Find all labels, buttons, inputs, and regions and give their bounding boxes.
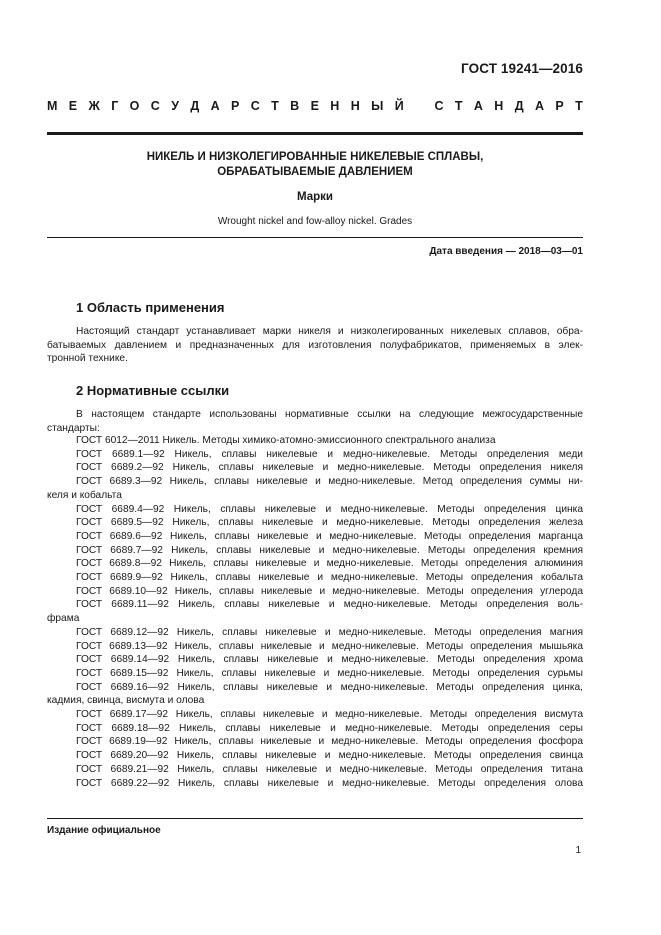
header-divider — [47, 132, 583, 135]
banner-letter: Ы — [371, 99, 384, 113]
document-subtitle: Марки — [297, 191, 333, 203]
banner-letter: О — [129, 99, 140, 113]
banner-letter: А — [210, 99, 220, 113]
paragraph-line: Настоящий стандарт устанавливает марки никеля и низколегированных никелевых сплавов, обра- — [76, 326, 583, 337]
english-title: Wrought nickel and fow-alloy nickel. Grades — [217, 216, 413, 227]
normative-references-list — [47, 434, 583, 790]
paragraph-line: В настоящем стандарте использованы нормативные ссылки на следующие межгосударственные — [76, 409, 583, 420]
reference-item: ГОСТ 6689.18—92 Никель, сплавы никелевые и медно-никелевые. Методы определения серы — [76, 722, 583, 734]
reference-item: ГОСТ 6689.10—92 Никель, сплавы никелевые и медно-никелевые. Методы определения углерода — [76, 585, 583, 597]
banner-letter: Р — [231, 99, 240, 113]
reference-item: ГОСТ 6689.22—92 Никель, сплавы никелевые и медно-никелевые. Методы определения олова — [76, 777, 583, 789]
banner-letter: Е — [68, 99, 78, 113]
banner-gap — [415, 99, 423, 113]
reference-item: ГОСТ 6689.21—92 Никель, сплавы никелевые и медно-никелевые. Методы определения титана — [76, 763, 583, 775]
paragraph-line: тронной технике. — [47, 353, 128, 365]
title-divider — [47, 237, 583, 238]
banner-letter: Г — [111, 99, 119, 113]
section-2-intro — [47, 408, 583, 435]
reference-continuation: келя и кобальта — [47, 489, 122, 501]
banner-letter: А — [534, 99, 545, 113]
section-1-heading: 1 Область применения — [76, 300, 225, 315]
banner-letter: М — [47, 99, 58, 113]
page-number: 1 — [575, 845, 581, 856]
reference-item: ГОСТ 6689.5—92 Никель, сплавы никелевые и медно-никелевые. Методы определения железа — [76, 517, 583, 529]
reference-item: ГОСТ 6689.1—92 Никель, сплавы никелевые и медно-никелевые. Методы определения меди — [76, 448, 583, 460]
section-1-paragraph — [47, 325, 583, 366]
banner-letter: Р — [555, 99, 564, 113]
reference-item: ГОСТ 6689.13—92 Никель, сплавы никелевые и медно-никелевые. Методы определения мышьяка — [76, 640, 583, 652]
paragraph-line: стандарты: — [47, 422, 100, 434]
reference-item: ГОСТ 6689.2—92 Никель, сплавы никелевые и медно-никелевые. Методы определения никеля — [76, 462, 583, 474]
date-of-introduction: Дата введения — 2018—03—01 — [429, 246, 583, 257]
footer-divider — [47, 818, 583, 819]
reference-continuation: фрама — [47, 613, 80, 625]
reference-item: ГОСТ 6012—2011 Никель. Методы химико-атомно-эмиссионного спектрального анализа — [76, 435, 496, 446]
banner-letter: А — [473, 99, 483, 113]
standard-code: ГОСТ 19241—2016 — [461, 61, 583, 76]
reference-item: ГОСТ 6689.4—92 Никель, сплавы никелевые и медно-никелевые. Методы определения цинка — [76, 503, 583, 515]
banner-letter: В — [290, 99, 300, 113]
banner-letter: Е — [310, 99, 319, 113]
document-title — [47, 150, 583, 180]
reference-item: ГОСТ 6689.14—92 Никель, сплавы никелевые и медно-никелевые. Методы определения хрома — [76, 654, 583, 666]
reference-item: ГОСТ 6689.6—92 Никель, сплавы никелевые и медно-никелевые. Методы определения марганца — [76, 530, 583, 542]
reference-continuation: кадмия, свинца, висмута и олова — [47, 695, 205, 707]
official-edition-label: Издание официальное — [47, 825, 161, 836]
reference-item: ГОСТ 6689.3—92 Никель, сплавы никелевые и медно-никелевые. Метод определения суммы ни- — [76, 476, 583, 488]
reference-item: ГОСТ 6689.8—92 Никель, сплавы никелевые и медно-никелевые. Методы определения алюминия — [76, 558, 583, 570]
reference-item: ГОСТ 6689.20—92 Никель, сплавы никелевые и медно-никелевые. Методы определения свинца — [76, 750, 583, 762]
banner-letter: Т — [271, 99, 279, 113]
banner-letter: Н — [330, 99, 340, 113]
banner-letter: Н — [494, 99, 504, 113]
interstate-standard-banner — [47, 99, 583, 113]
banner-letter: Н — [350, 99, 360, 113]
banner-letter: Т — [454, 99, 463, 113]
reference-item: ГОСТ 6689.11—92 Никель, сплавы никелевые и медно-никелевые. Методы определения воль- — [76, 599, 583, 611]
banner-letter: Д — [514, 99, 524, 113]
title-line-1: НИКЕЛЬ И НИЗКОЛЕГИРОВАННЫЕ НИКЕЛЕВЫЕ СПЛАВЫ, — [146, 151, 484, 163]
banner-letter: С — [434, 99, 444, 113]
banner-letter: С — [250, 99, 260, 113]
reference-item: ГОСТ 6689.16—92 Никель, сплавы никелевые и медно-никелевые. Методы определения цинка, — [76, 681, 583, 693]
banner-letter: Т — [575, 99, 583, 113]
reference-item: ГОСТ 6689.15—92 Никель, сплавы никелевые и медно-никелевые. Методы определения сурьмы — [76, 667, 583, 679]
reference-item: ГОСТ 6689.12—92 Никель, сплавы никелевые и медно-никелевые. Методы определения магния — [76, 626, 583, 638]
banner-letter: У — [171, 99, 179, 113]
reference-item: ГОСТ 6689.7—92 Никель, сплавы никелевые и медно-никелевые. Методы определения кремния — [76, 544, 583, 556]
title-line-2: ОБРАБАТЫВАЕМЫЕ ДАВЛЕНИЕМ — [217, 166, 413, 178]
section-2-heading: 2 Нормативные ссылки — [76, 383, 230, 398]
reference-item: ГОСТ 6689.19—92 Никель, сплавы никелевые и медно-никелевые. Методы определения фосфора — [76, 736, 583, 748]
reference-item: ГОСТ 6689.9—92 Никель, сплавы никелевые и медно-никелевые. Методы определения кобальта — [76, 572, 583, 584]
banner-letter: Д — [190, 99, 200, 113]
reference-item: ГОСТ 6689.17—92 Никель, сплавы никелевые и медно-никелевые. Методы определения висмута — [76, 709, 583, 721]
banner-letter: С — [150, 99, 160, 113]
paragraph-line: батываемых давлением и предназначенных для изготовления полуфабрикатов, применяемых в элек- — [47, 339, 583, 351]
banner-letter: Й — [394, 99, 404, 113]
banner-letter: Ж — [88, 99, 100, 113]
